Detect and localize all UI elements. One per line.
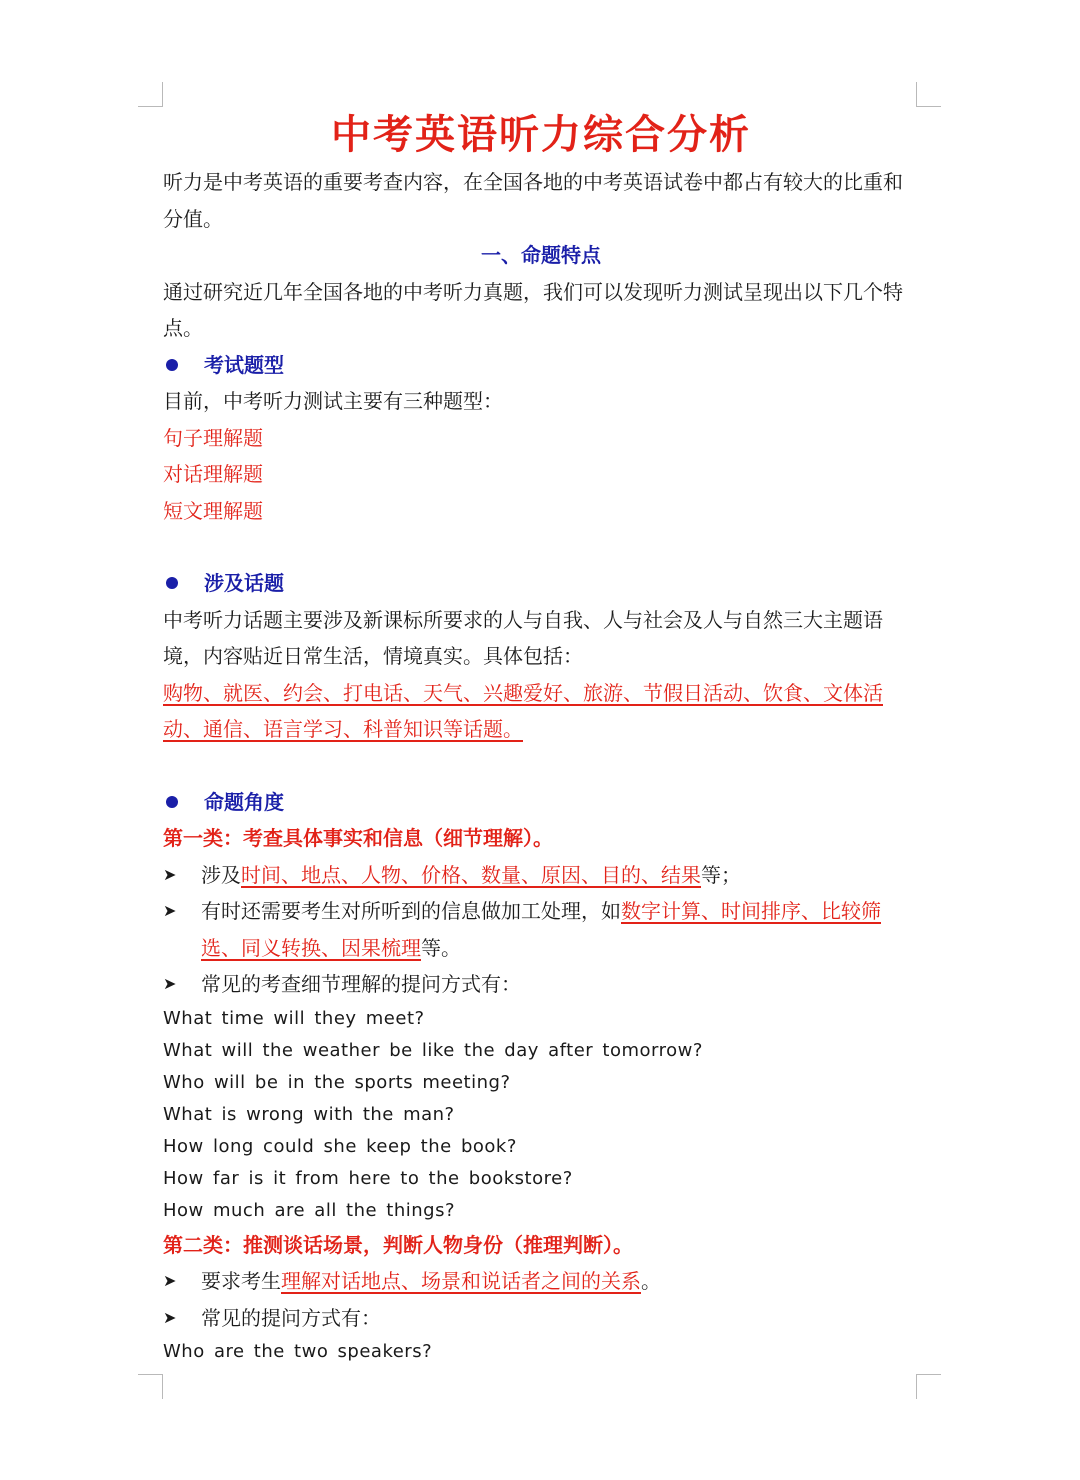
document-content <box>163 108 919 1368</box>
arrow-bullet-icon: ➤ <box>163 864 177 884</box>
page-title: 中考英语听力综合分析 <box>331 112 751 158</box>
angles-heading-text: 命题角度 <box>204 789 284 814</box>
section-heading: 一、命题特点 <box>481 243 601 267</box>
arrow-bullet-icon: ➤ <box>163 901 177 920</box>
category-2-title: 第二类：推测谈话场景，判断人物身份（推理判断）。 <box>163 1232 633 1257</box>
angles-heading <box>163 784 919 821</box>
arrow-bullet-icon: ➤ <box>163 974 177 993</box>
exam-type-item: 句子理解题 <box>163 425 263 450</box>
category-1-title: 第一类：考查具体事实和信息（细节理解）。 <box>163 826 553 850</box>
intro-paragraph: 听力是中考英语的重要考查内容，在全国各地的中考英语试卷中都占有较大的比重和分值。 <box>163 170 903 231</box>
exam-type-item: 短文理解题 <box>163 498 263 523</box>
exam-types-intro: 目前，中考听力测试主要有三种题型： <box>163 389 503 413</box>
category-1-bullet-2: ➤ 有时还需要考生对所听到的信息做加工处理，如数字计算、时间排序、比较筛选、同义转换、因果梳理等。 <box>163 893 919 966</box>
example-question: How much are all the things? <box>163 1199 456 1221</box>
crop-mark-top-right <box>916 82 941 107</box>
bullet-icon <box>166 359 178 371</box>
category-1-bullet-1: ➤ 涉及时间、地点、人物、价格、数量、原因、目的、结果等； <box>163 857 919 894</box>
example-question: How far is it from here to the bookstore? <box>163 1167 573 1189</box>
bullet-icon <box>166 796 178 808</box>
example-question: What is wrong with the man? <box>163 1103 455 1125</box>
section-intro: 通过研究近几年全国各地的中考听力真题，我们可以发现听力测试呈现出以下几个特点。 <box>163 279 903 340</box>
crop-mark-bottom-left <box>138 1374 163 1399</box>
arrow-bullet-icon: ➤ <box>163 1307 177 1327</box>
example-question: Who will be in the sports meeting? <box>163 1071 511 1093</box>
crop-mark-top-left <box>138 82 163 107</box>
category-2-bullet-1: ➤ 要求考生理解对话地点、场景和说话者之间的关系。 <box>163 1263 919 1300</box>
topics-heading-text: 涉及话题 <box>204 571 284 595</box>
crop-mark-bottom-right <box>916 1374 941 1399</box>
underlined-keywords: 数字计算、时间排序、比较筛选、同义转换、因果梳理 <box>201 899 881 960</box>
category-2-bullet-2: ➤ 常见的提问方式有： <box>163 1300 919 1337</box>
example-question: Who are the two speakers? <box>163 1341 433 1362</box>
exam-types-heading <box>163 347 919 384</box>
topics-intro: 中考听力话题主要涉及新课标所要求的人与自我、人与社会及人与自然三大主题语境，内容贴近日常生活，情境真实。具体包括： <box>163 607 883 668</box>
category-1-bullet-3: ➤ 常见的考查细节理解的提问方式有： <box>163 966 919 1003</box>
exam-types-heading-text: 考试题型 <box>204 352 284 377</box>
bullet-icon <box>166 577 178 589</box>
example-question: What will the weather be like the day after tomorrow? <box>163 1039 703 1061</box>
exam-type-item: 对话理解题 <box>163 462 263 486</box>
underlined-keywords: 理解对话地点、场景和说话者之间的关系 <box>281 1269 641 1293</box>
example-question: What time will they meet? <box>163 1007 425 1029</box>
topics-list: 购物、就医、约会、打电话、天气、兴趣爱好、旅游、节假日活动、饮食、文体活动、通信、语言学习、科普知识等话题。 <box>163 680 883 741</box>
topics-heading <box>163 565 919 602</box>
underlined-keywords: 时间、地点、人物、价格、数量、原因、目的、结果 <box>241 862 701 887</box>
arrow-bullet-icon: ➤ <box>163 1271 177 1290</box>
example-question: How long could she keep the book? <box>163 1135 517 1157</box>
